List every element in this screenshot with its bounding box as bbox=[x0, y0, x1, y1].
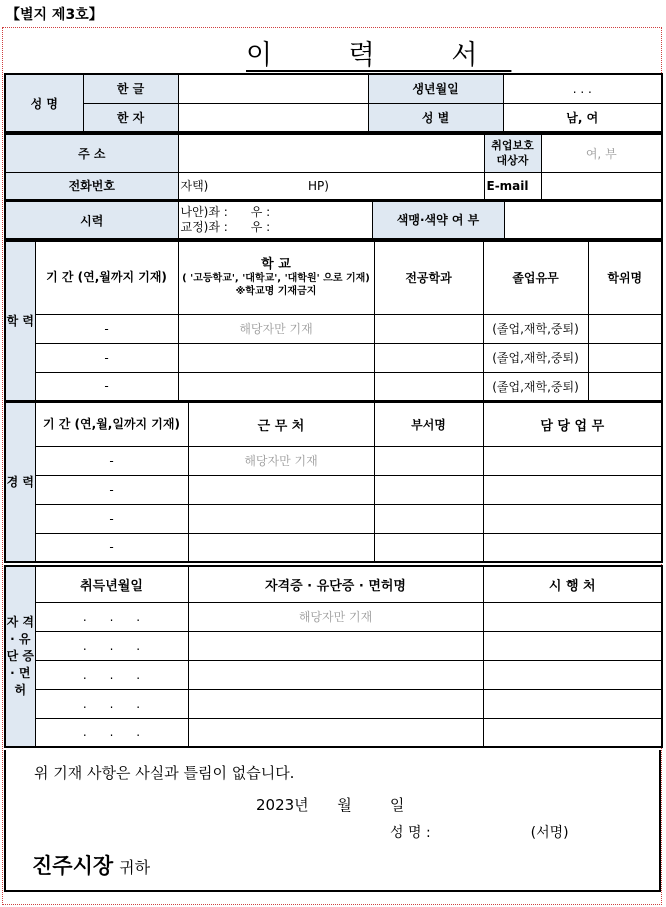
cert-issuer-cell[interactable] bbox=[483, 631, 662, 660]
edu-graduation-cell[interactable]: (졸업,재학,중퇴) bbox=[483, 314, 588, 343]
edu-period-cell[interactable]: - bbox=[35, 343, 178, 372]
form-number: 【별지 제3호】 bbox=[6, 7, 103, 23]
edu-school-header: 학 교 ( '고등학교', '대학교', '대학원' 으로 기재) ※학교명 기재금지 bbox=[178, 241, 374, 314]
certificates-section-label: 자 격 · 유 단 증 · 면 허 bbox=[5, 566, 35, 747]
edu-degree-cell[interactable] bbox=[588, 343, 662, 372]
cert-issuer-cell[interactable] bbox=[483, 689, 662, 718]
cert-name-cell[interactable] bbox=[188, 689, 483, 718]
date-line[interactable]: 2023년 월 일 bbox=[256, 796, 405, 814]
edu-graduation-cell[interactable]: (졸업,재학,중퇴) bbox=[483, 343, 588, 372]
table-row bbox=[5, 602, 662, 631]
cert-name-cell[interactable]: 해당자만 기재 bbox=[188, 602, 483, 631]
education-section-label: 학 력 bbox=[5, 241, 35, 401]
edu-major-cell[interactable] bbox=[374, 372, 483, 401]
table-row bbox=[5, 689, 662, 718]
cert-issuer-cell[interactable] bbox=[483, 718, 662, 747]
colorblind-field[interactable] bbox=[504, 201, 662, 239]
certificates-table bbox=[4, 565, 663, 748]
contact-table bbox=[4, 133, 663, 201]
table-row bbox=[5, 533, 662, 562]
career-period-cell[interactable]: - bbox=[35, 446, 188, 475]
gender-field[interactable]: 남, 여 bbox=[503, 103, 662, 132]
career-table bbox=[4, 401, 663, 563]
edu-degree-cell[interactable] bbox=[588, 372, 662, 401]
footer-section bbox=[4, 750, 661, 892]
confirmation-text: 위 기재 사항은 사실과 틀림이 없습니다. bbox=[34, 764, 295, 782]
table-row bbox=[5, 475, 662, 504]
edu-major-cell[interactable] bbox=[374, 314, 483, 343]
career-workplace-cell[interactable] bbox=[188, 533, 374, 562]
hanja-label: 한 자 bbox=[83, 103, 178, 132]
cert-name-cell[interactable] bbox=[188, 718, 483, 747]
career-workplace-cell[interactable] bbox=[188, 475, 374, 504]
cert-date-cell[interactable]: . . . bbox=[35, 631, 188, 660]
hanja-name-field[interactable] bbox=[178, 103, 368, 132]
hangul-label: 한 글 bbox=[83, 74, 178, 103]
edu-school-cell[interactable]: 해당자만 기재 bbox=[178, 314, 374, 343]
recipient-suffix: 귀하 bbox=[119, 858, 151, 877]
table-row bbox=[5, 314, 662, 343]
cert-issuer-cell[interactable] bbox=[483, 602, 662, 631]
cert-date-header: 취득년월일 bbox=[35, 566, 188, 602]
gender-label: 성 별 bbox=[368, 103, 503, 132]
cert-date-cell[interactable]: . . . bbox=[35, 602, 188, 631]
career-period-cell[interactable]: - bbox=[35, 533, 188, 562]
edu-degree-header: 학위명 bbox=[588, 241, 662, 314]
cert-issuer-cell[interactable] bbox=[483, 660, 662, 689]
table-row bbox=[5, 504, 662, 533]
employment-protection-label: 취업보호 대상자 bbox=[484, 134, 541, 172]
cert-name-header: 자격증 · 유단증 · 면허명 bbox=[188, 566, 483, 602]
cert-date-cell[interactable]: . . . bbox=[35, 660, 188, 689]
career-duty-cell[interactable] bbox=[483, 475, 662, 504]
career-period-cell[interactable]: - bbox=[35, 475, 188, 504]
vision-label: 시력 bbox=[5, 201, 178, 239]
home-phone-label: 자택) bbox=[180, 179, 209, 194]
career-duty-cell[interactable] bbox=[483, 533, 662, 562]
signature-row bbox=[390, 822, 569, 842]
table-row bbox=[5, 718, 662, 747]
career-department-header: 부서명 bbox=[374, 402, 483, 446]
edu-degree-cell[interactable] bbox=[588, 314, 662, 343]
hangul-name-field[interactable] bbox=[178, 74, 368, 103]
mobile-label: HP) bbox=[308, 179, 329, 194]
career-workplace-cell[interactable]: 해당자만 기재 bbox=[188, 446, 374, 475]
employment-protection-field[interactable]: 여, 부 bbox=[541, 134, 662, 172]
vision-corrected: 교정)좌 : 우 : bbox=[180, 220, 271, 234]
edu-period-header: 기 간 (연,월까지 기재) bbox=[35, 241, 178, 314]
recipient-name: 진주시장 bbox=[32, 853, 114, 878]
name-label: 성 명 : bbox=[390, 825, 431, 841]
personal-info-table bbox=[4, 73, 663, 133]
edu-major-header: 전공학과 bbox=[374, 241, 483, 314]
address-label: 주 소 bbox=[5, 134, 178, 172]
colorblind-label: 색맹·색약 여 부 bbox=[372, 201, 504, 239]
career-duty-header: 담 당 업 무 bbox=[483, 402, 662, 446]
table-row bbox=[5, 343, 662, 372]
career-department-cell[interactable] bbox=[374, 504, 483, 533]
signature-label[interactable]: (서명) bbox=[530, 825, 569, 841]
career-duty-cell[interactable] bbox=[483, 504, 662, 533]
vision-table bbox=[4, 200, 663, 240]
email-label: E-mail bbox=[484, 172, 541, 200]
edu-graduation-cell[interactable]: (졸업,재학,중퇴) bbox=[483, 372, 588, 401]
recipient-line bbox=[32, 850, 150, 880]
table-row bbox=[5, 372, 662, 401]
edu-period-cell[interactable]: - bbox=[35, 372, 178, 401]
page-title: 이 력 서 bbox=[246, 40, 512, 71]
career-period-header: 기 간 (연,월,일까지 기재) bbox=[35, 402, 188, 446]
birth-field[interactable]: . . . bbox=[503, 74, 662, 103]
edu-school-cell[interactable] bbox=[178, 372, 374, 401]
cert-name-cell[interactable] bbox=[188, 631, 483, 660]
birth-label: 생년월일 bbox=[368, 74, 503, 103]
phone-field[interactable] bbox=[178, 172, 484, 200]
edu-major-cell[interactable] bbox=[374, 343, 483, 372]
cert-date-cell[interactable]: . . . bbox=[35, 718, 188, 747]
career-duty-cell[interactable] bbox=[483, 446, 662, 475]
email-field[interactable] bbox=[541, 172, 662, 200]
career-department-cell[interactable] bbox=[374, 533, 483, 562]
career-section-label: 경 력 bbox=[5, 402, 35, 562]
career-department-cell[interactable] bbox=[374, 475, 483, 504]
table-row bbox=[5, 446, 662, 475]
table-row bbox=[5, 631, 662, 660]
cert-issuer-header: 시 행 처 bbox=[483, 566, 662, 602]
career-department-cell[interactable] bbox=[374, 446, 483, 475]
edu-period-cell[interactable]: - bbox=[35, 314, 178, 343]
career-workplace-header: 근 무 처 bbox=[188, 402, 374, 446]
table-row bbox=[5, 660, 662, 689]
education-table bbox=[4, 240, 663, 402]
edu-school-cell[interactable] bbox=[178, 343, 374, 372]
edu-graduation-header: 졸업유무 bbox=[483, 241, 588, 314]
name-label: 성 명 bbox=[5, 74, 83, 132]
cert-date-cell[interactable]: . . . bbox=[35, 689, 188, 718]
vision-naked: 나안)좌 : 우 : bbox=[180, 205, 271, 219]
career-period-cell[interactable]: - bbox=[35, 504, 188, 533]
vision-field[interactable] bbox=[178, 201, 372, 239]
cert-name-cell[interactable] bbox=[188, 660, 483, 689]
address-field[interactable] bbox=[178, 134, 484, 172]
phone-label: 전화번호 bbox=[5, 172, 178, 200]
career-workplace-cell[interactable] bbox=[188, 504, 374, 533]
